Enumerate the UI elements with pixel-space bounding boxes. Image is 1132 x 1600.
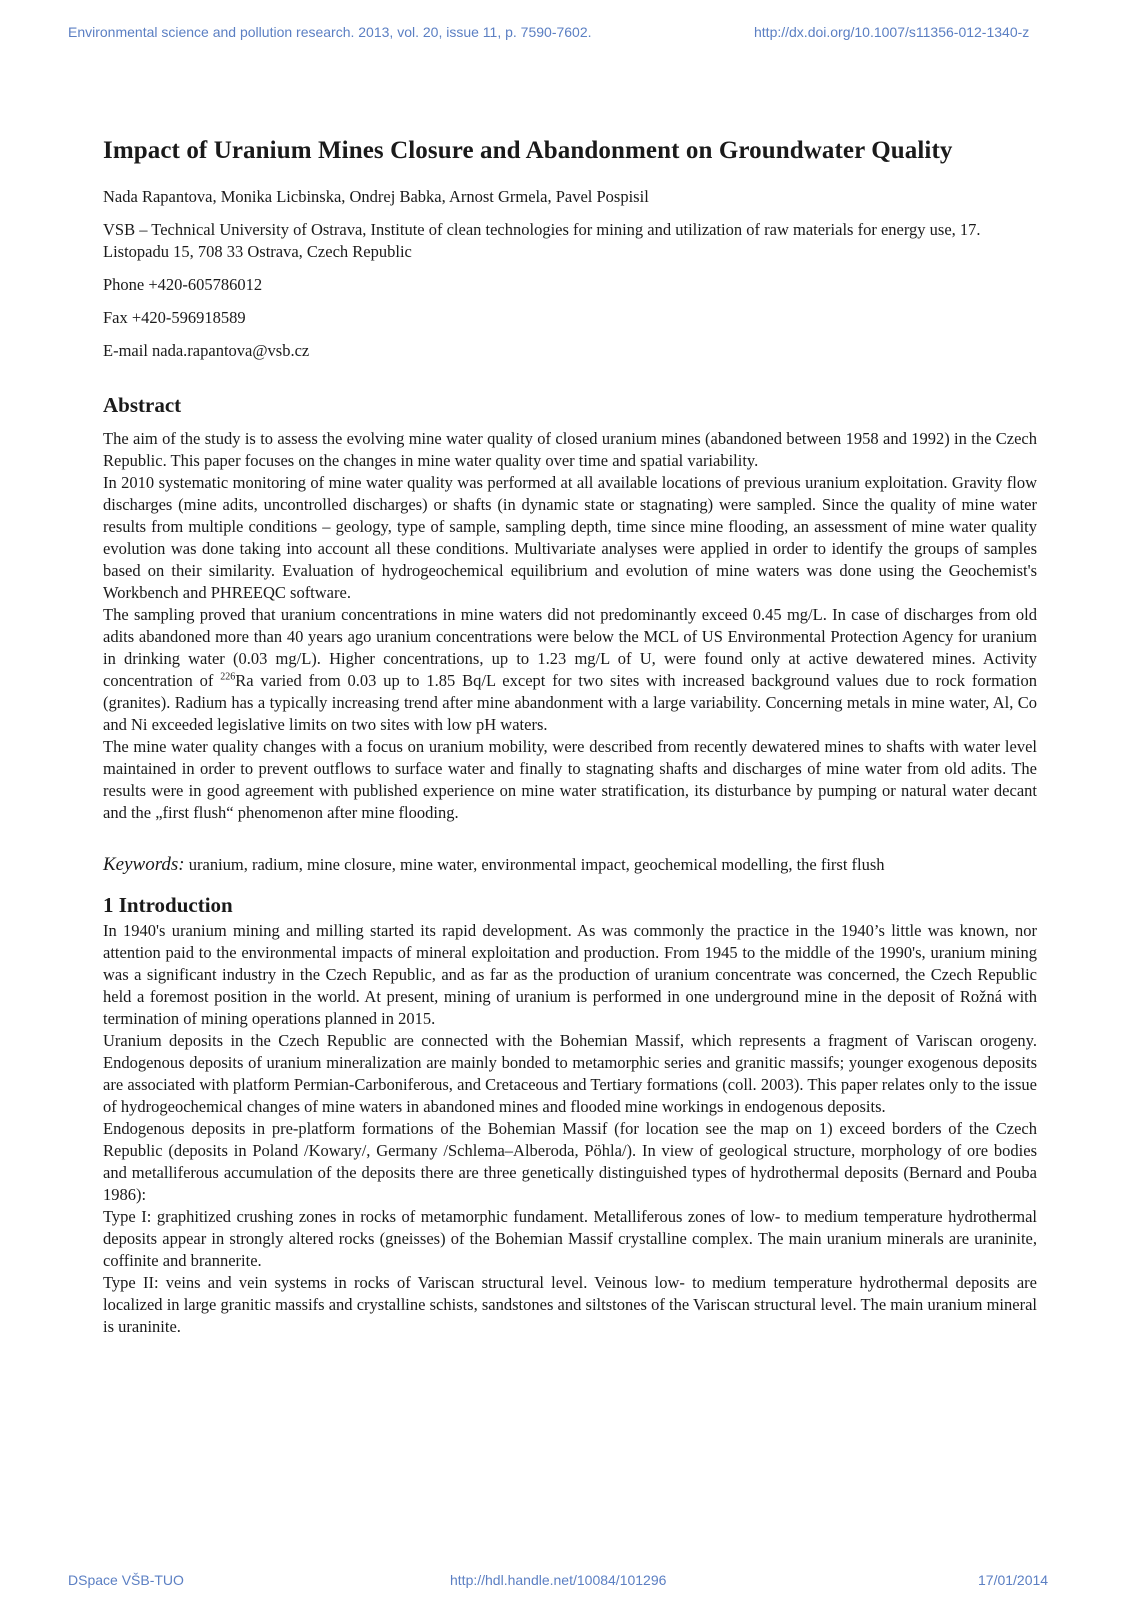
isotope-superscript: 226: [220, 671, 236, 683]
intro-paragraph-4: Type I: graphitized crushing zones in rocks of metamorphic fundament. Metalliferous zones of low- to medium temperature hydrothermal deposits appear in strongly altered rocks (gneisses) of the Bohemian Massif crystalline complex. The main uranium minerals are uraninite, coffinite and brannerite.: [103, 1207, 1037, 1270]
intro-paragraph-3: Endogenous deposits in pre-platform formations of the Bohemian Massif (for location see the map on 1) exceed borders of the Czech Republic (deposits in Poland /Kowary/, Germany /Schlema–Alberoda, Pöhla/). In view of geological structure, morphology of ore bodies and metalliferous accumulation of the deposits there are three genetically distinguished types of hydrothermal deposits (Bernard and Pouba 1986):: [103, 1119, 1037, 1204]
keywords-label: Keywords:: [103, 854, 185, 875]
abstract-paragraph-3-part-a: The sampling proved that uranium concentrations in mine waters did not predominantly exceed 0.45 mg/L. In case of discharges from old adits abandoned more than 40 years ago uranium concentrations were below the MCL of US Environmental Protection Agency for uranium in drinking water (0.03 mg/L). Higher concentrations, up to 1.23 mg/L of U, were found only at active dewatered mines. Activity concentration of: [103, 605, 1037, 690]
authors: Nada Rapantova, Monika Licbinska, Ondrej Babka, Arnost Grmela, Pavel Pospisil: [103, 187, 649, 206]
citation-link[interactable]: Environmental science and pollution research. 2013, vol. 20, issue 11, p. 7590-7602.: [68, 24, 592, 40]
intro-paragraph-2: Uranium deposits in the Czech Republic are connected with the Bohemian Massif, which represents a fragment of Variscan orogeny. Endogenous deposits of uranium mineralization are mainly bonded to metamorphic series and granitic massifs; younger exogenous deposits are associated with platform Permian-Carboniferous, and Cretaceous and Tertiary formations (coll. 2003). This paper relates only to the issue of hydrogeochemical changes of mine waters in abandoned mines and flooded mine workings in endogenous deposits.: [103, 1031, 1037, 1116]
paper-body: [103, 136, 1037, 1338]
affiliation: VSB – Technical University of Ostrava, Institute of clean technologies for mining and utilization of raw materials for energy use, 17. Listopadu 15, 708 33 Ostrava, Czech Republic: [103, 220, 981, 261]
footer-handle: [450, 1572, 666, 1588]
abstract-paragraph-3-part-b: Ra varied from 0.03 up to 1.85 Bq/L except for two sites with increased background values due to rock formation (granites). Radium has a typically increasing trend after mine abandonment with a large variability. Concerning metals in mine water, Al, Co and Ni exceeded legislative limits on two sites with low pH waters.: [103, 671, 1037, 734]
introduction-heading: 1 Introduction: [103, 893, 233, 917]
repository-link[interactable]: DSpace VŠB-TUO: [68, 1572, 184, 1588]
handle-link[interactable]: http://hdl.handle.net/10084/101296: [450, 1572, 667, 1588]
paper-title: Impact of Uranium Mines Closure and Abandonment on Groundwater Quality: [103, 137, 953, 164]
footer-date: [978, 1572, 1048, 1588]
date-link[interactable]: 17/01/2014: [978, 1572, 1049, 1588]
keywords: [103, 854, 1037, 876]
citation-header: [68, 24, 592, 40]
doi-header: [754, 24, 1029, 40]
fax: Fax +420-596918589: [103, 308, 246, 327]
doi-link[interactable]: http://dx.doi.org/10.1007/s11356-012-1340-z: [754, 24, 1030, 40]
footer-repository: [68, 1572, 184, 1588]
abstract-heading: Abstract: [103, 393, 182, 417]
email: E-mail nada.rapantova@vsb.cz: [103, 341, 310, 360]
abstract-paragraph-2: In 2010 systematic monitoring of mine water quality was performed at all available locations of previous uranium exploitation. Gravity flow discharges (mine adits, uncontrolled discharges) or shafts (in dynamic state or stagnating) were sampled. Since the quality of mine water results from multiple conditions – geology, type of sample, sampling depth, time since mine flooding, an assessment of mine water quality evolution was done taking into account all these conditions. Multivariate analyses were applied in order to identify the groups of samples based on their similarity. Evaluation of hydrogeochemical equilibrium and evolution of mine waters was done using the Geochemist's Workbench and PHREEQC software.: [103, 473, 1037, 602]
keywords-text: uranium, radium, mine closure, mine water, environmental impact, geochemical modelling, the first flush: [188, 855, 885, 874]
intro-paragraph-1: In 1940's uranium mining and milling started its rapid development. As was commonly the practice in the 1940’s little was known, nor attention paid to the environmental impacts of mineral exploitation and production. From 1945 to the middle of the 1990's, uranium mining was a significant industry in the Czech Republic, and as far as the production of uranium concentrate was concerned, the Czech Republic held a foremost position in the world. At present, mining of uranium is performed in one underground mine in the deposit of Rožná with termination of mining operations planned in 2015.: [103, 921, 1037, 1028]
intro-paragraph-5: Type II: veins and vein systems in rocks of Variscan structural level. Veinous low- to medium temperature hydrothermal deposits are localized in large granitic massifs and crystalline schists, sandstones and siltstones of the Variscan structural level. The main uranium mineral is uraninite.: [103, 1273, 1037, 1336]
abstract-paragraph-1: The aim of the study is to assess the evolving mine water quality of closed uranium mines (abandoned between 1958 and 1992) in the Czech Republic. This paper focuses on the changes in mine water quality over time and spatial variability.: [103, 429, 1037, 470]
abstract-paragraph-4: The mine water quality changes with a focus on uranium mobility, were described from recently dewatered mines to shafts with water level maintained in order to prevent outflows to surface water and finally to stagnating shafts and discharges of mine water from old adits. The results were in good agreement with published experience on mine water stratification, its disturbance by pumping or natural water decant and the „first flush“ phenomenon after mine flooding.: [103, 737, 1037, 822]
phone: Phone +420-605786012: [103, 275, 263, 294]
abstract-paragraph-3: [103, 604, 1037, 736]
